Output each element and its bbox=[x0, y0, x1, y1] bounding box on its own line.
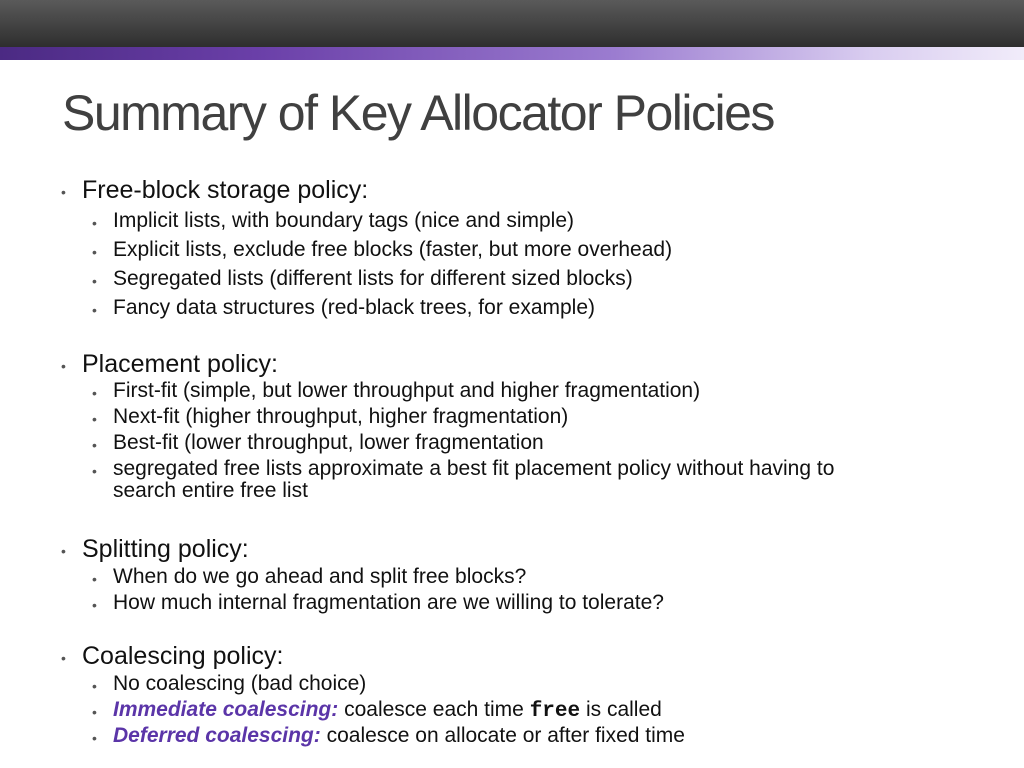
section-heading: Coalescing policy: bbox=[82, 642, 284, 670]
list-item: Best-fit (lower throughput, lower fragmentation bbox=[113, 431, 544, 454]
bullet-icon: • bbox=[92, 215, 97, 231]
list-item: Explicit lists, exclude free blocks (faster, but more overhead) bbox=[113, 238, 673, 261]
bullet-icon: • bbox=[92, 571, 97, 587]
section-heading: Free-block storage policy: bbox=[82, 176, 369, 204]
term-immediate-coalescing: Immediate coalescing: bbox=[113, 698, 339, 721]
bullet-icon: • bbox=[61, 184, 66, 200]
bullet-icon: • bbox=[61, 358, 66, 374]
list-item: Implicit lists, with boundary tags (nice and simple) bbox=[113, 209, 575, 232]
term-deferred-coalescing: Deferred coalescing: bbox=[113, 724, 321, 747]
list-item-immediate-coalescing bbox=[113, 699, 662, 723]
bullet-icon: • bbox=[92, 302, 97, 318]
list-item-deferred-coalescing bbox=[113, 725, 685, 747]
list-item: No coalescing (bad choice) bbox=[113, 672, 367, 695]
bullet-icon: • bbox=[92, 597, 97, 613]
bullet-icon: • bbox=[92, 411, 97, 427]
list-item: How much internal fragmentation are we willing to tolerate? bbox=[113, 591, 664, 614]
bullet-icon: • bbox=[92, 273, 97, 289]
section-heading: Placement policy: bbox=[82, 350, 278, 378]
item-text: is called bbox=[580, 698, 662, 721]
list-item-continuation: search entire free list bbox=[113, 479, 308, 502]
list-item: First-fit (simple, but lower throughput and higher fragmentation) bbox=[113, 379, 701, 402]
item-text: coalesce each time bbox=[338, 698, 530, 721]
list-item: Fancy data structures (red-black trees, for example) bbox=[113, 296, 596, 319]
bullet-icon: • bbox=[92, 704, 97, 720]
bullet-icon: • bbox=[92, 437, 97, 453]
item-text: coalesce on allocate or after fixed time bbox=[320, 724, 685, 747]
bullet-icon: • bbox=[92, 678, 97, 694]
bullet-icon: • bbox=[92, 463, 97, 479]
bullet-icon: • bbox=[61, 650, 66, 666]
bullet-icon: • bbox=[92, 385, 97, 401]
section-heading: Splitting policy: bbox=[82, 535, 249, 563]
list-item: Next-fit (higher throughput, higher fragmentation) bbox=[113, 405, 569, 428]
list-item: segregated free lists approximate a best fit placement policy without having to bbox=[113, 457, 835, 480]
bullet-icon: • bbox=[61, 543, 66, 559]
list-item: Segregated lists (different lists for different sized blocks) bbox=[113, 267, 633, 290]
bullet-icon: • bbox=[92, 244, 97, 260]
bullet-icon: • bbox=[92, 730, 97, 746]
code-free: free bbox=[529, 700, 581, 723]
slide-title: Summary of Key Allocator Policies bbox=[62, 85, 774, 141]
list-item: When do we go ahead and split free blocks? bbox=[113, 565, 527, 588]
